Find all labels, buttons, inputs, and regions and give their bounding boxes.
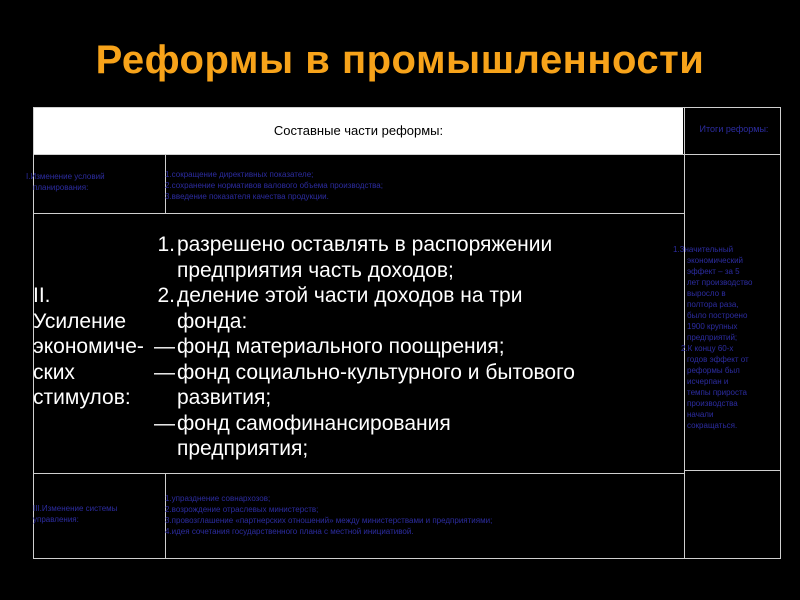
row3-item: 3.провозглашение «партнерских отношений» между министерствами и предприятиями; <box>165 516 493 525</box>
row-divider <box>33 154 781 155</box>
row3-label-line: III.Изменение системы <box>33 504 118 513</box>
results-line: сокращаться. <box>687 421 738 430</box>
row3-item: 1.упразднение совнархозов; <box>165 494 271 503</box>
row2-subitem <box>150 360 685 411</box>
row2-label-line: ских <box>33 360 75 384</box>
row2-subitem <box>150 411 685 462</box>
row2-item-number: 1. <box>157 233 175 256</box>
row1-item: 2.сохранение нормативов валового объема производства; <box>165 181 383 190</box>
header-parts <box>34 123 683 138</box>
header-results: Итоги реформы: <box>699 124 769 134</box>
results-line: годов эффект от <box>687 355 749 364</box>
row1-label-line: I.Изменение условий <box>26 172 105 181</box>
row2-label-line: стимулов: <box>33 386 131 409</box>
results-list <box>673 244 785 431</box>
row1-item: 3.введение показателя качества продукции. <box>165 192 329 201</box>
row2-label-line: Усиление <box>33 309 127 333</box>
row2-subitem-line: фонд социально-культурного и бытового <box>177 360 575 384</box>
results-line: лет производство <box>687 278 753 287</box>
row2-label-line: экономиче- <box>33 335 144 358</box>
results-line: экономический <box>687 256 744 265</box>
results-line: производства <box>687 399 738 408</box>
results-line: 2.К концу 60-х <box>681 344 734 353</box>
results-line: исчерпан и <box>687 377 729 386</box>
row2-item <box>150 283 685 334</box>
row-divider <box>685 470 781 471</box>
slide-title: Реформы в промышленности <box>95 38 705 82</box>
row2-item-line: фонда: <box>177 309 248 333</box>
row2-item-line: деление этой части доходов на три <box>177 284 523 307</box>
results-line: 1900 крупных <box>687 322 738 331</box>
row1-item: 1.сокращение директивных показателе; <box>165 170 314 179</box>
results-line: начали <box>687 410 714 419</box>
row3-label-line: управления: <box>33 515 79 524</box>
results-line: темпы прироста <box>687 388 747 397</box>
row2-item-line: разрешено оставлять в распоряжении <box>177 233 553 256</box>
row2-item-number: 2. <box>157 284 175 307</box>
row2-subitem-line: фонд самофинансирования <box>177 411 451 435</box>
row2-items <box>150 232 685 462</box>
results-line: было построено <box>687 311 748 320</box>
results-line: 1.Значительный <box>673 245 734 254</box>
dash-marker: — <box>154 411 175 435</box>
row2-subitem-line: предприятия; <box>177 437 309 460</box>
results-line: выросло в <box>687 289 726 298</box>
row-divider <box>33 473 685 474</box>
row3-label <box>33 503 165 525</box>
dash-marker: — <box>154 360 175 384</box>
row2-item <box>150 232 685 283</box>
header-parts-text: Составные части реформы: <box>273 123 444 138</box>
row1-items <box>165 169 685 202</box>
results-line: предприятий; <box>687 333 738 342</box>
results-line: полтора раза, <box>687 300 739 309</box>
row2-subitem-line: развития; <box>177 386 272 409</box>
row-divider <box>33 213 685 214</box>
dash-marker: — <box>154 335 175 358</box>
row2-label <box>33 283 165 411</box>
row1-label <box>26 171 166 193</box>
row2-label-line: II. <box>33 284 51 307</box>
results-line: эффект – за 5 <box>687 267 740 276</box>
row2-subitem <box>150 334 685 360</box>
row3-item: 4.идея сочетания государственного плана с местной инициативой. <box>165 527 414 536</box>
row2-subitem-line: фонд материального поощрения; <box>177 335 505 358</box>
row3-item: 2.возрождение отраслевых министерств; <box>165 505 319 514</box>
results-line: реформы был <box>687 366 740 375</box>
row2-item-line: предприятия часть доходов; <box>177 258 454 282</box>
row3-items <box>165 493 685 537</box>
row1-label-line: планирования: <box>33 183 89 192</box>
